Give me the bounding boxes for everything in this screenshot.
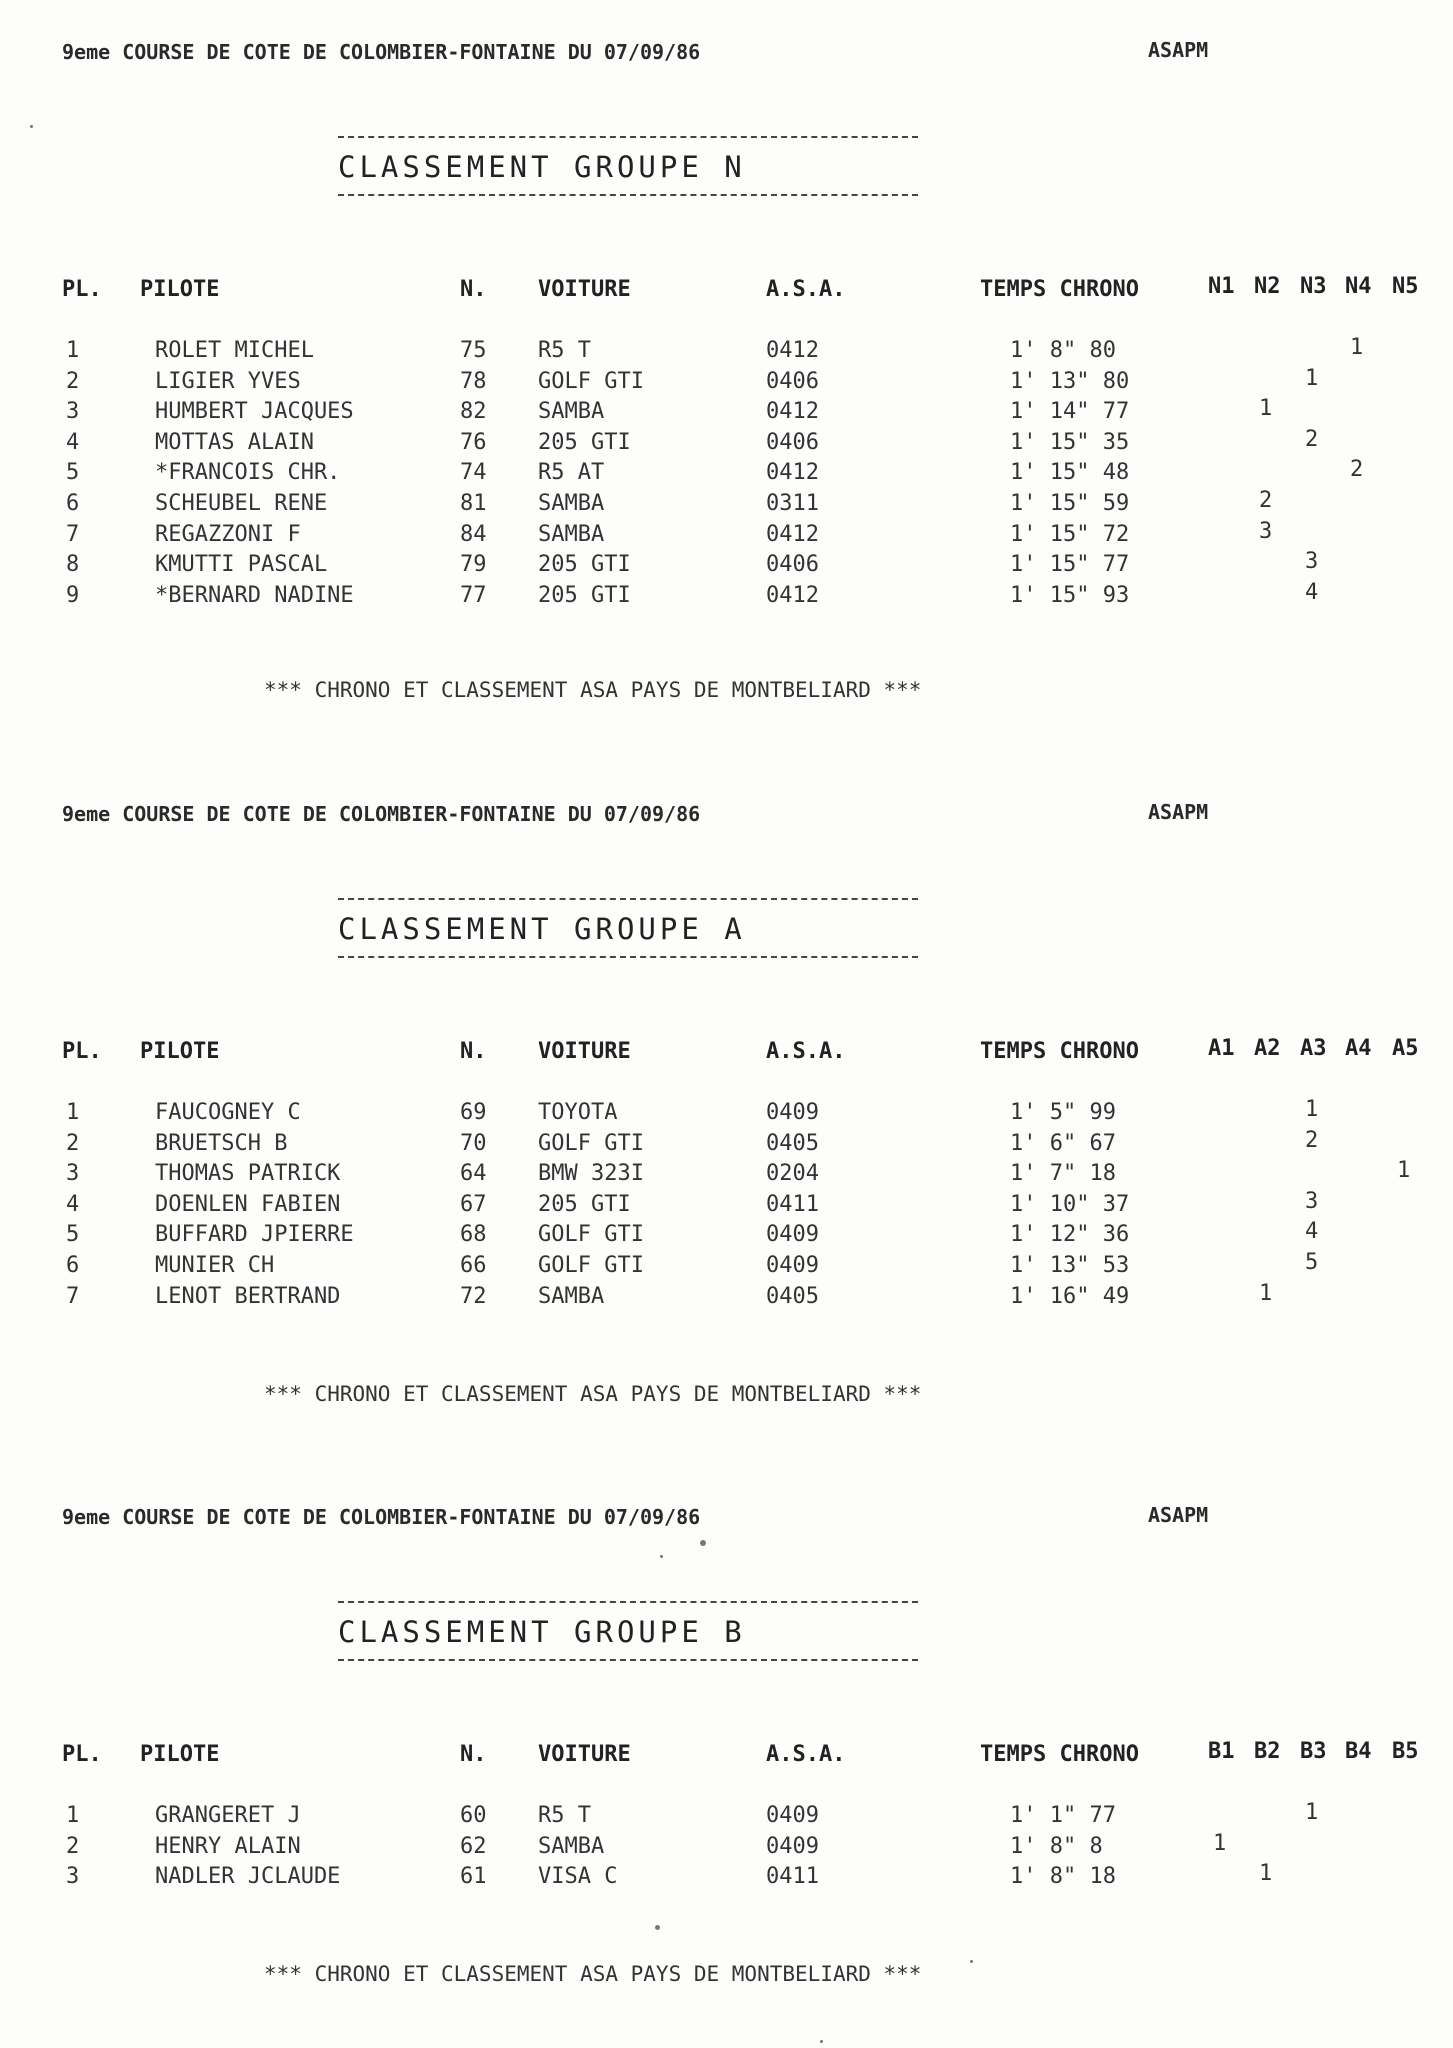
cell-pilote: HENRY ALAIN (155, 1833, 301, 1859)
cell-voiture: R5 T (538, 1803, 591, 1828)
cell-voiture: SAMBA (538, 491, 605, 516)
cell-pilote: REGAZZONI F (155, 521, 301, 547)
cell-number: 61 (460, 1864, 487, 1890)
cell-number: 64 (460, 1161, 487, 1187)
cell-temps: 1' 7" 18 (1010, 1161, 1116, 1187)
col-num-header: N. (460, 1039, 487, 1064)
cell-class-rank: 3 (1259, 518, 1273, 544)
class-col-header: B5 (1392, 1739, 1419, 1764)
class-col-header: B1 (1208, 1739, 1235, 1764)
cell-asa: 0409 (766, 1833, 819, 1859)
cell-number: 75 (460, 338, 487, 363)
cell-asa: 0412 (766, 521, 819, 547)
col-pilote-header: PILOTE (140, 1039, 220, 1064)
cell-pilote: ROLET MICHEL (155, 338, 314, 363)
cell-temps: 1' 8" 8 (1010, 1833, 1103, 1859)
cell-voiture: VISA C (538, 1864, 618, 1890)
cell-voiture: SAMBA (538, 521, 605, 547)
cell-voiture: R5 AT (538, 460, 605, 486)
class-col-header: B2 (1254, 1739, 1281, 1764)
col-asa-header: A.S.A. (766, 1039, 846, 1064)
class-col-header: A2 (1254, 1036, 1281, 1061)
cell-number: 72 (460, 1283, 487, 1309)
organizer-code: ASAPM (1148, 1503, 1209, 1527)
cell-class-rank: 4 (1305, 579, 1319, 605)
cell-class-rank: 1 (1259, 1280, 1273, 1306)
organizer-code: ASAPM (1148, 38, 1209, 62)
cell-asa: 0406 (766, 429, 819, 455)
cell-number: 76 (460, 429, 487, 455)
cell-pilote: GRANGERET J (155, 1803, 301, 1828)
cell-pilote: SCHEUBEL RENE (155, 491, 328, 516)
cell-voiture: BMW 323I (538, 1161, 644, 1187)
cell-number: 79 (460, 552, 487, 578)
cell-voiture: SAMBA (538, 399, 605, 425)
cell-place: 1 (66, 1803, 80, 1828)
cell-pilote: *FRANCOIS CHR. (155, 460, 341, 486)
cell-asa: 0412 (766, 338, 819, 363)
cell-class-rank: 1 (1397, 1158, 1411, 1184)
group-title: CLASSEMENT GROUPE N (338, 150, 746, 184)
cell-class-rank: 3 (1305, 1188, 1319, 1214)
cell-number: 70 (460, 1130, 487, 1156)
cell-place: 7 (66, 1283, 80, 1309)
class-col-header: A4 (1345, 1036, 1372, 1061)
cell-number: 60 (460, 1803, 487, 1828)
cell-place: 1 (66, 1100, 80, 1125)
cell-place: 6 (66, 1253, 80, 1278)
cell-place: 2 (66, 368, 80, 394)
cell-pilote: THOMAS PATRICK (155, 1161, 341, 1187)
photocopy-speck (700, 1540, 706, 1546)
cell-pilote: FAUCOGNEY C (155, 1100, 301, 1125)
cell-asa: 0409 (766, 1803, 819, 1828)
col-voiture-header: VOITURE (538, 1742, 631, 1767)
cell-asa: 0412 (766, 460, 819, 486)
class-col-header: N1 (1208, 274, 1235, 299)
cell-temps: 1' 6" 67 (1010, 1130, 1116, 1156)
cell-asa: 0311 (766, 491, 819, 516)
photocopy-speck (820, 2040, 823, 2043)
cell-place: 4 (66, 429, 80, 455)
photocopy-speck (655, 1925, 660, 1930)
cell-pilote: MUNIER CH (155, 1253, 275, 1278)
cell-temps: 1' 8" 18 (1010, 1864, 1116, 1890)
event-header: 9eme COURSE DE COTE DE COLOMBIER-FONTAINE DU 07/09/86 (62, 802, 701, 826)
class-col-header: B3 (1300, 1739, 1327, 1764)
cell-class-rank: 1 (1259, 396, 1273, 422)
cell-place: 3 (66, 1864, 80, 1890)
cell-place: 1 (66, 338, 80, 363)
cell-class-rank: 2 (1305, 1127, 1319, 1153)
cell-asa: 0409 (766, 1100, 819, 1125)
group-title: CLASSEMENT GROUPE B (338, 1615, 746, 1649)
group-title-box (338, 1597, 918, 1663)
cell-voiture: GOLF GTI (538, 1222, 644, 1248)
footer-note: *** CHRONO ET CLASSEMENT ASA PAYS DE MONTBELIARD *** (264, 1382, 922, 1406)
cell-number: 66 (460, 1253, 487, 1278)
cell-pilote: NADLER JCLAUDE (155, 1864, 341, 1890)
organizer-code: ASAPM (1148, 800, 1209, 824)
cell-temps: 1' 16" 49 (1010, 1283, 1130, 1309)
cell-class-rank: 1 (1213, 1830, 1227, 1856)
photocopy-speck (970, 1960, 973, 1963)
cell-class-rank: 2 (1259, 488, 1273, 513)
cell-voiture: SAMBA (538, 1283, 605, 1309)
cell-voiture: 205 GTI (538, 582, 631, 608)
cell-temps: 1' 13" 80 (1010, 368, 1130, 394)
col-asa-header: A.S.A. (766, 277, 846, 302)
col-temps-header: TEMPS CHRONO (980, 1742, 1139, 1767)
cell-class-rank: 4 (1305, 1219, 1319, 1245)
footer-note: *** CHRONO ET CLASSEMENT ASA PAYS DE MONTBELIARD *** (264, 1962, 922, 1986)
class-col-header: A3 (1300, 1036, 1327, 1061)
cell-number: 82 (460, 399, 487, 425)
title-rule-bottom (338, 1659, 918, 1661)
cell-place: 9 (66, 582, 80, 608)
class-col-header: N4 (1345, 274, 1372, 299)
cell-pilote: BUFFARD JPIERRE (155, 1222, 354, 1248)
col-num-header: N. (460, 277, 487, 302)
cell-class-rank: 1 (1259, 1861, 1273, 1887)
cell-place: 2 (66, 1833, 80, 1859)
cell-asa: 0411 (766, 1864, 819, 1890)
title-rule-top (338, 898, 918, 900)
cell-temps: 1' 15" 93 (1010, 582, 1130, 608)
cell-number: 78 (460, 368, 487, 394)
cell-place: 5 (66, 1222, 80, 1248)
cell-class-rank: 1 (1305, 1800, 1319, 1825)
cell-place: 4 (66, 1191, 80, 1217)
col-voiture-header: VOITURE (538, 277, 631, 302)
col-pl-header: PL. (62, 277, 102, 302)
cell-pilote: DOENLEN FABIEN (155, 1191, 341, 1217)
group-title-box (338, 132, 918, 198)
class-col-header: N3 (1300, 274, 1327, 299)
cell-voiture: GOLF GTI (538, 368, 644, 394)
col-asa-header: A.S.A. (766, 1742, 846, 1767)
col-temps-header: TEMPS CHRONO (980, 277, 1139, 302)
cell-class-rank: 5 (1305, 1250, 1319, 1275)
cell-number: 68 (460, 1222, 487, 1248)
cell-number: 67 (460, 1191, 487, 1217)
col-num-header: N. (460, 1742, 487, 1767)
cell-asa: 0204 (766, 1161, 819, 1187)
cell-number: 81 (460, 491, 487, 516)
photocopy-speck (660, 1555, 663, 1558)
col-pilote-header: PILOTE (140, 277, 220, 302)
cell-temps: 1' 13" 53 (1010, 1253, 1130, 1278)
cell-place: 3 (66, 1161, 80, 1187)
cell-temps: 1' 5" 99 (1010, 1100, 1116, 1125)
cell-asa: 0405 (766, 1130, 819, 1156)
cell-asa: 0405 (766, 1283, 819, 1309)
cell-place: 2 (66, 1130, 80, 1156)
cell-voiture: 205 GTI (538, 1191, 631, 1217)
cell-asa: 0411 (766, 1191, 819, 1217)
cell-class-rank: 1 (1305, 1097, 1319, 1122)
cell-pilote: LENOT BERTRAND (155, 1283, 341, 1309)
cell-number: 62 (460, 1833, 487, 1859)
event-header: 9eme COURSE DE COTE DE COLOMBIER-FONTAINE DU 07/09/86 (62, 40, 701, 64)
cell-pilote: BRUETSCH B (155, 1130, 288, 1156)
class-col-header: A5 (1392, 1036, 1419, 1061)
cell-place: 6 (66, 491, 80, 516)
cell-number: 84 (460, 521, 487, 547)
cell-place: 7 (66, 521, 80, 547)
photocopy-speck (30, 125, 33, 128)
cell-voiture: TOYOTA (538, 1100, 618, 1125)
event-header: 9eme COURSE DE COTE DE COLOMBIER-FONTAINE DU 07/09/86 (62, 1505, 701, 1529)
cell-place: 5 (66, 460, 80, 486)
cell-class-rank: 3 (1305, 549, 1319, 575)
cell-temps: 1' 15" 48 (1010, 460, 1130, 486)
cell-asa: 0406 (766, 368, 819, 394)
title-rule-top (338, 136, 918, 138)
title-rule-top (338, 1601, 918, 1603)
cell-temps: 1' 10" 37 (1010, 1191, 1130, 1217)
cell-number: 77 (460, 582, 487, 608)
cell-temps: 1' 1" 77 (1010, 1803, 1116, 1828)
group-title-box (338, 894, 918, 960)
cell-pilote: MOTTAS ALAIN (155, 429, 314, 455)
cell-temps: 1' 15" 35 (1010, 429, 1130, 455)
col-pl-header: PL. (62, 1039, 102, 1064)
footer-note: *** CHRONO ET CLASSEMENT ASA PAYS DE MONTBELIARD *** (264, 678, 922, 702)
class-col-header: A1 (1208, 1036, 1235, 1061)
cell-asa: 0406 (766, 552, 819, 578)
cell-voiture: R5 T (538, 338, 591, 363)
cell-temps: 1' 14" 77 (1010, 399, 1130, 425)
cell-temps: 1' 12" 36 (1010, 1222, 1130, 1248)
cell-voiture: GOLF GTI (538, 1253, 644, 1278)
cell-pilote: HUMBERT JACQUES (155, 399, 354, 425)
cell-temps: 1' 15" 59 (1010, 491, 1130, 516)
col-pilote-header: PILOTE (140, 1742, 220, 1767)
cell-class-rank: 2 (1350, 457, 1364, 483)
cell-pilote: *BERNARD NADINE (155, 582, 354, 608)
class-col-header: N2 (1254, 274, 1281, 299)
cell-class-rank: 2 (1305, 426, 1319, 452)
cell-temps: 1' 8" 80 (1010, 338, 1116, 363)
cell-voiture: GOLF GTI (538, 1130, 644, 1156)
cell-voiture: 205 GTI (538, 429, 631, 455)
cell-temps: 1' 15" 72 (1010, 521, 1130, 547)
col-pl-header: PL. (62, 1742, 102, 1767)
cell-asa: 0412 (766, 582, 819, 608)
class-col-header: B4 (1345, 1739, 1372, 1764)
cell-place: 8 (66, 552, 80, 578)
cell-number: 69 (460, 1100, 487, 1125)
cell-class-rank: 1 (1350, 335, 1364, 360)
cell-pilote: KMUTTI PASCAL (155, 552, 328, 578)
cell-asa: 0412 (766, 399, 819, 425)
cell-class-rank: 1 (1305, 365, 1319, 391)
cell-pilote: LIGIER YVES (155, 368, 301, 394)
cell-temps: 1' 15" 77 (1010, 552, 1130, 578)
col-voiture-header: VOITURE (538, 1039, 631, 1064)
group-title: CLASSEMENT GROUPE A (338, 912, 746, 946)
cell-number: 74 (460, 460, 487, 486)
title-rule-bottom (338, 956, 918, 958)
cell-place: 3 (66, 399, 80, 425)
col-temps-header: TEMPS CHRONO (980, 1039, 1139, 1064)
cell-voiture: SAMBA (538, 1833, 605, 1859)
cell-voiture: 205 GTI (538, 552, 631, 578)
title-rule-bottom (338, 194, 918, 196)
cell-asa: 0409 (766, 1222, 819, 1248)
cell-asa: 0409 (766, 1253, 819, 1278)
class-col-header: N5 (1392, 274, 1419, 299)
